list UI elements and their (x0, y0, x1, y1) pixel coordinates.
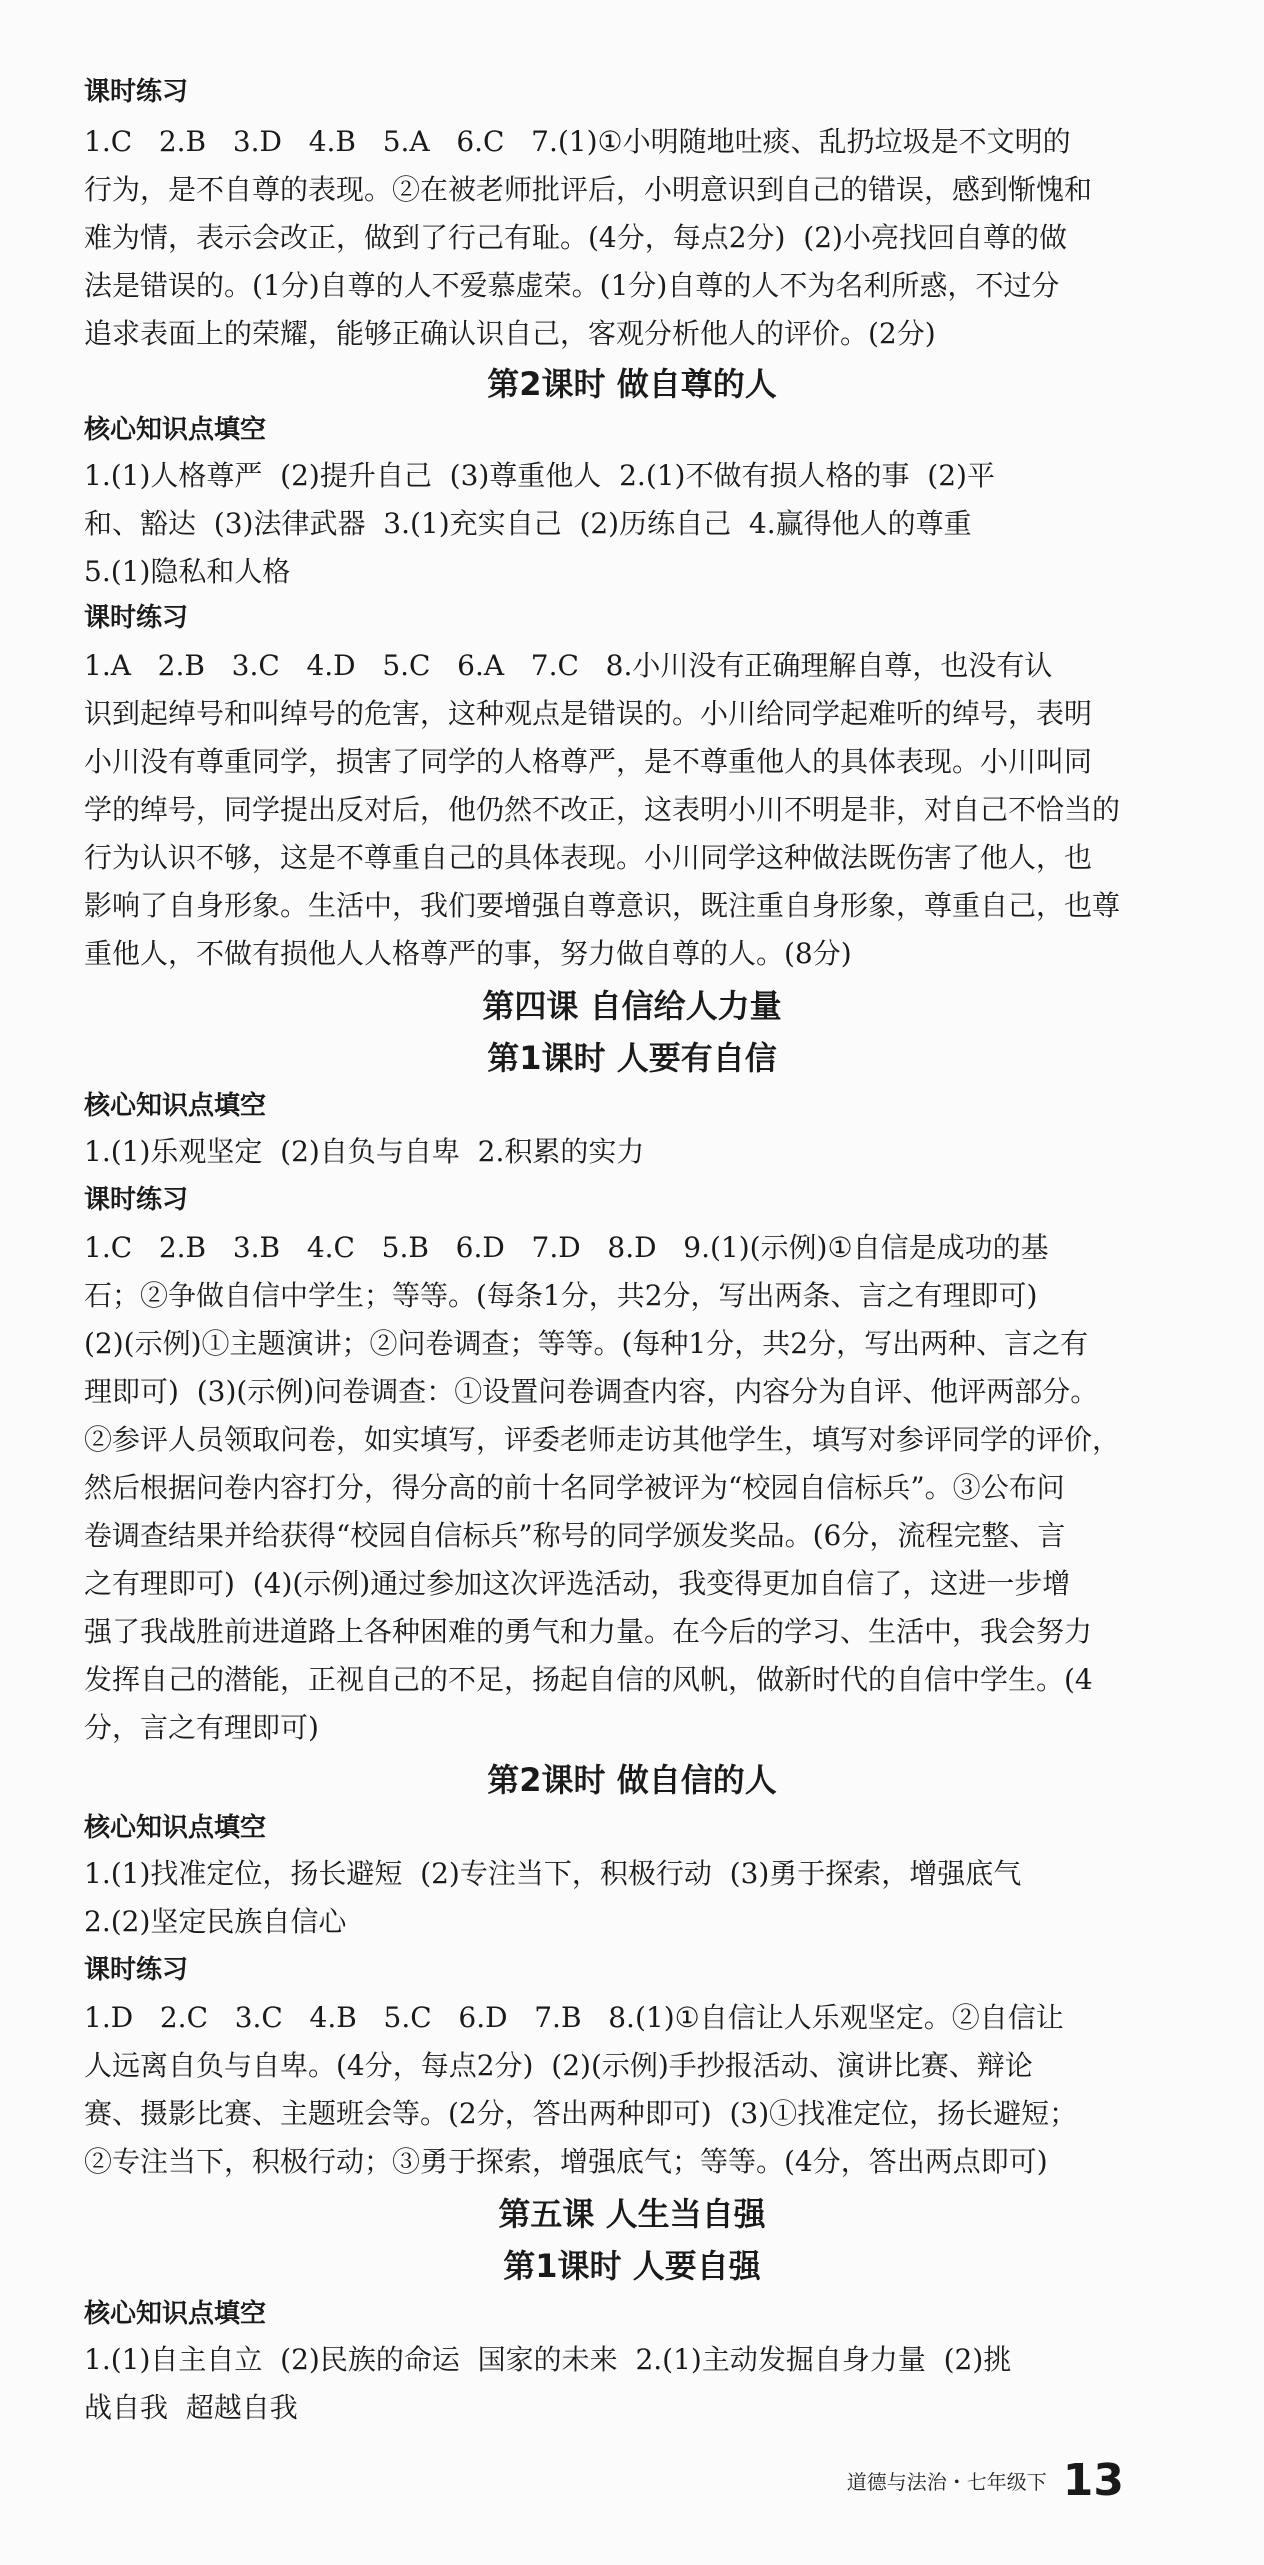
page-footer (847, 2455, 1124, 2506)
answer-line: 影响了自身形象。生活中，我们要增强自尊意识，既注重自身形象，尊重自己，也尊 (84, 889, 1121, 922)
subject-label: 道德与法治・七年级下 (846, 2470, 1047, 2494)
lesson-heading: 第四课 自信给人力量 (482, 987, 782, 1025)
answer-line: 和、豁达 (3)法律武器 3.(1)充实自己 (2)历练自己 4.赢得他人的尊重 (84, 507, 972, 540)
answer-line: 5.(1)隐私和人格 (84, 555, 291, 588)
answer-line: 理即可) (3)(示例)问卷调查：①设置问卷调查内容，内容分为自评、他评两部分。 (84, 1375, 1099, 1408)
section-label: 核心知识点填空 (84, 2299, 267, 2329)
answer-line: 强了我战胜前进道路上各种困难的勇气和力量。在今后的学习、生活中，我会努力 (84, 1615, 1093, 1648)
answer-line: 1.(1)乐观坚定 (2)自负与自卑 2.积累的实力 (84, 1135, 645, 1168)
lesson-heading: 第1课时 人要自强 (503, 2247, 761, 2285)
answer-line: 之有理即可) (4)(示例)通过参加这次评选活动，我变得更加自信了，这进一步增 (84, 1567, 1071, 1600)
answer-line: 赛、摄影比赛、主题班会等。(2分，答出两种即可) (3)①找准定位，扬长避短； (84, 2097, 1078, 2130)
answer-line: 重他人，不做有损他人人格尊严的事，努力做自尊的人。(8分) (84, 937, 852, 970)
answer-line: 1.A 2.B 3.C 4.D 5.C 6.A 7.C 8.小川没有正确理解自尊，也没有认 (84, 649, 1053, 682)
answer-line: 人远离自负与自卑。(4分，每点2分) (2)(示例)手抄报活动、演讲比赛、辩论 (84, 2049, 1033, 2082)
answer-line: 1.(1)找准定位，扬长避短 (2)专注当下，积极行动 (3)勇于探索，增强底气 (84, 1857, 1022, 1890)
answer-line: 小川没有尊重同学，损害了同学的人格尊严，是不尊重他人的具体表现。小川叫同 (84, 745, 1093, 778)
answer-line: 1.(1)人格尊严 (2)提升自己 (3)尊重他人 2.(1)不做有损人格的事 (2)平 (84, 459, 995, 492)
answer-line: 行为，是不自尊的表现。②在被老师批评后，小明意识到自己的错误，感到惭愧和 (84, 173, 1093, 206)
answer-line: ②参评人员领取问卷，如实填写，评委老师走访其他学生，填写对参评同学的评价， (84, 1423, 1121, 1456)
answer-line: 行为认识不够，这是不尊重自己的具体表现。小川同学这种做法既伤害了他人，也 (84, 841, 1093, 874)
answer-line: 发挥自己的潜能，正视自己的不足，扬起自信的风帆，做新时代的自信中学生。(4 (84, 1663, 1093, 1696)
lesson-heading: 第1课时 人要有自信 (487, 1039, 777, 1077)
section-label: 课时练习 (84, 603, 189, 633)
answer-line: 学的绰号，同学提出反对后，他仍然不改正，这表明小川不明是非，对自己不恰当的 (84, 793, 1121, 826)
lesson-heading: 第2课时 做自尊的人 (487, 365, 777, 403)
answer-line: 法是错误的。(1分)自尊的人不爱慕虚荣。(1分)自尊的人不为名利所惑，不过分 (84, 269, 1060, 302)
lesson-heading: 第五课 人生当自强 (498, 2195, 766, 2233)
answer-line: 然后根据问卷内容打分，得分高的前十名同学被评为“校园自信标兵”。③公布问 (84, 1471, 1065, 1504)
answer-line: 识到起绰号和叫绰号的危害，这种观点是错误的。小川给同学起难听的绰号，表明 (84, 697, 1093, 730)
answer-line: 1.C 2.B 3.B 4.C 5.B 6.D 7.D 8.D 9.(1)(示例)①自信是成功的基 (84, 1231, 1049, 1264)
answer-line: ②专注当下，积极行动；③勇于探索，增强底气；等等。(4分，答出两点即可) (84, 2145, 1048, 2178)
section-label: 课时练习 (84, 77, 189, 107)
answer-line: (2)(示例)①主题演讲；②问卷调查；等等。(每种1分，共2分，写出两种、言之有 (84, 1327, 1089, 1360)
answer-line: 难为情，表示会改正，做到了行己有耻。(4分，每点2分) (2)小亮找回自尊的做 (84, 221, 1067, 254)
section-label: 课时练习 (84, 1185, 189, 1215)
answer-line: 追求表面上的荣耀，能够正确认识自己，客观分析他人的评价。(2分) (84, 317, 936, 350)
answer-line: 2.(2)坚定民族自信心 (84, 1905, 347, 1938)
section-label: 核心知识点填空 (84, 1813, 267, 1843)
answer-line: 分，言之有理即可) (84, 1711, 319, 1744)
lesson-heading: 第2课时 做自信的人 (487, 1761, 777, 1799)
answer-line: 1.D 2.C 3.C 4.B 5.C 6.D 7.B 8.(1)①自信让人乐观坚定。②自信让 (84, 2001, 1064, 2034)
page-number: 13 (1062, 2455, 1124, 2506)
answer-line: 1.C 2.B 3.D 4.B 5.A 6.C 7.(1)①小明随地吐痰、乱扔垃圾是不文明的 (84, 125, 1071, 158)
section-label: 核心知识点填空 (84, 415, 267, 445)
section-label: 课时练习 (84, 1955, 189, 1985)
section-label: 核心知识点填空 (84, 1091, 267, 1121)
answer-line: 石；②争做自信中学生；等等。(每条1分，共2分，写出两条、言之有理即可) (84, 1279, 1038, 1312)
answer-line: 卷调查结果并给获得“校园自信标兵”称号的同学颁发奖品。(6分，流程完整、言 (84, 1519, 1066, 1552)
answer-line: 战自我 超越自我 (84, 2391, 298, 2424)
answer-line: 1.(1)自主自立 (2)民族的命运 国家的未来 2.(1)主动发掘自身力量 (2)挑 (84, 2343, 1012, 2376)
